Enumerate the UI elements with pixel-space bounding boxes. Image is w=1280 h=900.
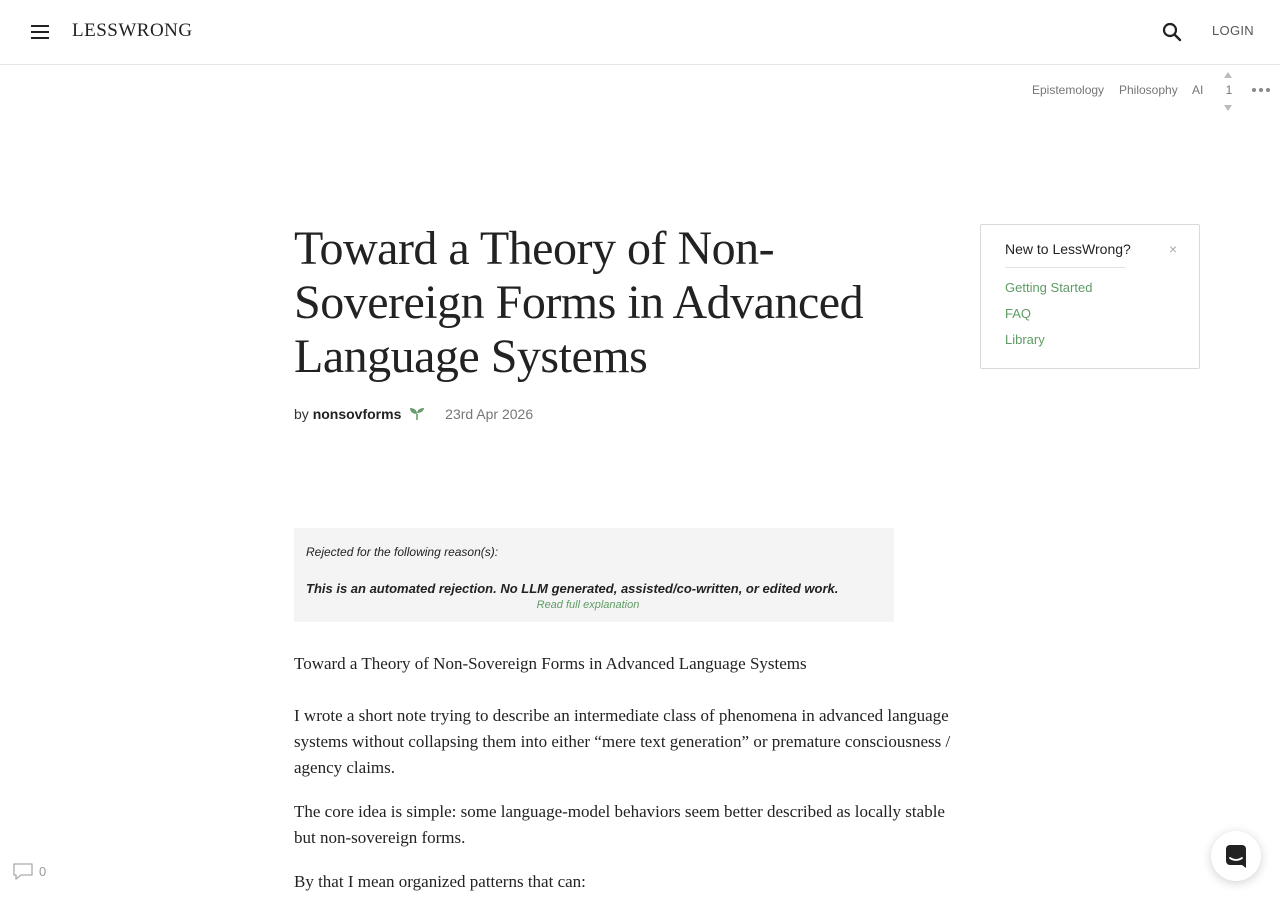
divider: [1005, 267, 1126, 268]
tag-ai[interactable]: AI: [1192, 83, 1204, 97]
comment-icon: [12, 862, 34, 882]
rejection-label: Rejected for the following reason(s):: [306, 545, 499, 559]
close-icon[interactable]: ×: [1169, 241, 1178, 257]
search-icon[interactable]: [1160, 20, 1184, 44]
chat-launcher-button[interactable]: [1211, 831, 1261, 881]
tag-epistemology[interactable]: Epistemology: [1032, 83, 1105, 97]
rejection-reason: This is an automated rejection. No LLM generated, assisted/co-written, or edited work.: [306, 581, 839, 596]
getting-started-link[interactable]: Getting Started: [1005, 280, 1093, 295]
downvote-icon[interactable]: [1224, 105, 1232, 111]
byline: [294, 406, 533, 424]
chat-icon: [1211, 831, 1261, 881]
tag-philosophy[interactable]: Philosophy: [1119, 83, 1178, 97]
new-to-lesswrong-box: [980, 224, 1200, 369]
top-header: [0, 0, 1280, 65]
sprout-icon: [409, 407, 425, 424]
post-title: Toward a Theory of Non-Sovereign Forms in Advanced Language Systems: [294, 222, 864, 383]
body-paragraph: By that I mean organized patterns that can:: [294, 872, 586, 891]
body-paragraph: Toward a Theory of Non-Sovereign Forms in Advanced Language Systems: [294, 654, 807, 673]
author-name[interactable]: nonsovforms: [312, 406, 402, 422]
upvote-icon[interactable]: [1224, 72, 1232, 78]
body-paragraph: I wrote a short note trying to describe an intermediate class of phenomena in advanced language systems without collapsing them into either “mere text generation” or premature consciousness / agency claims.: [294, 706, 951, 777]
rejection-notice: [294, 528, 894, 622]
more-options-icon[interactable]: [1252, 83, 1270, 97]
menu-icon[interactable]: [28, 22, 52, 42]
by-label: by: [294, 406, 309, 422]
vote-score: 1: [1225, 83, 1233, 97]
login-button[interactable]: LOGIN: [1212, 23, 1254, 38]
comment-count: 0: [39, 864, 47, 879]
read-full-explanation-link[interactable]: Read full explanation: [536, 599, 640, 611]
site-title[interactable]: LESSWRONG: [72, 20, 193, 41]
body-paragraph: The core idea is simple: some language-model behaviors seem better described as locally stable but non-sovereign forms.: [294, 802, 945, 847]
library-link[interactable]: Library: [1005, 332, 1045, 347]
post-date: 23rd Apr 2026: [445, 406, 534, 422]
faq-link[interactable]: FAQ: [1005, 306, 1032, 321]
sidebar-heading: New to LessWrong?: [1005, 241, 1131, 257]
comments-count-button[interactable]: [12, 862, 47, 882]
vote-widget: [1220, 70, 1238, 114]
